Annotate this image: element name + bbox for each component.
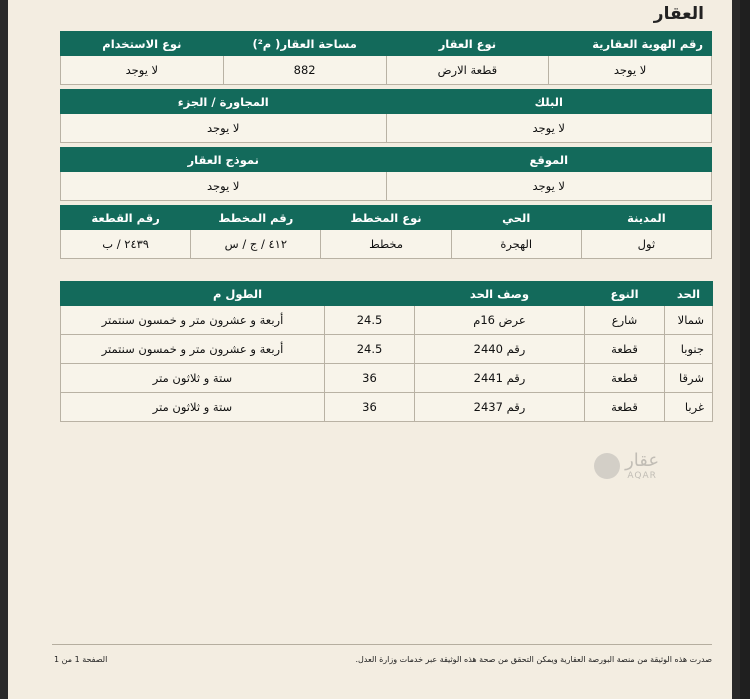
block-table <box>60 89 712 143</box>
boundary-length: 24.5 <box>325 306 415 335</box>
boundary-desc: عرض 16م <box>415 306 585 335</box>
boundary-desc: رقم 2437 <box>415 393 585 422</box>
header-property-type: نوع العقار <box>386 32 549 56</box>
value-property-id: لا يوجد <box>549 56 712 85</box>
section-title: العقار <box>653 4 704 24</box>
header-boundary-type: النوع <box>585 282 665 306</box>
header-property-model: نموذج العقار <box>61 148 387 172</box>
header-plot-number: رقم القطعة <box>61 206 191 230</box>
boundary-length-text: ستة و ثلاثون متر <box>61 364 325 393</box>
header-boundary: الحد <box>665 282 713 306</box>
header-block: البلك <box>386 90 712 114</box>
map-pin-icon <box>594 453 620 479</box>
header-district: الحي <box>451 206 581 230</box>
boundary-type: شارع <box>585 306 665 335</box>
boundary-length: 24.5 <box>325 335 415 364</box>
boundary-type: قطعة <box>585 393 665 422</box>
value-neighborhood-part: لا يوجد <box>61 114 387 143</box>
value-plot-number: ٢٤٣٩ / ب <box>61 230 191 259</box>
value-plan-number: ٤١٢ / ج / س <box>191 230 321 259</box>
value-plan-type: مخطط <box>321 230 451 259</box>
boundary-desc: رقم 2440 <box>415 335 585 364</box>
header-property-area: مساحة العقار( م²) <box>223 32 386 56</box>
header-property-id: رقم الهوية العقارية <box>549 32 712 56</box>
document-page <box>8 0 732 699</box>
value-city: ثول <box>581 230 711 259</box>
boundaries-table <box>60 281 713 422</box>
boundary-length-text: أربعة و عشرون متر و خمسون سنتمتر <box>61 306 325 335</box>
header-usage-type: نوع الاستخدام <box>61 32 224 56</box>
footer-note: صدرت هذه الوثيقة من منصة البورصة العقارية ويمكن التحقق من صحة هذه الوثيقة عبر خدمات وزارة العدل. <box>355 655 712 664</box>
footer-divider <box>52 644 712 645</box>
value-block: لا يوجد <box>386 114 712 143</box>
boundary-side: جنوبا <box>665 335 713 364</box>
boundary-side: شمالا <box>665 306 713 335</box>
table-row <box>61 335 713 364</box>
value-property-model: لا يوجد <box>61 172 387 201</box>
table-row <box>61 306 713 335</box>
boundary-type: قطعة <box>585 335 665 364</box>
header-neighborhood-part: المجاورة / الجزء <box>61 90 387 114</box>
value-district: الهجرة <box>451 230 581 259</box>
boundary-side: غربا <box>665 393 713 422</box>
aqar-watermark <box>588 450 659 481</box>
value-property-area: 882 <box>223 56 386 85</box>
boundary-length: 36 <box>325 364 415 393</box>
header-city: المدينة <box>581 206 711 230</box>
boundary-desc: رقم 2441 <box>415 364 585 393</box>
boundary-type: قطعة <box>585 364 665 393</box>
header-plan-number: رقم المخطط <box>191 206 321 230</box>
boundary-side: شرقا <box>665 364 713 393</box>
page-number: الصفحة 1 من 1 <box>54 655 108 664</box>
boundary-length-text: ستة و ثلاثون متر <box>61 393 325 422</box>
header-location: الموقع <box>386 148 712 172</box>
value-property-type: قطعة الارض <box>386 56 549 85</box>
location-table <box>60 147 712 201</box>
header-boundary-desc: وصف الحد <box>415 282 585 306</box>
property-table <box>60 31 712 85</box>
table-row <box>61 393 713 422</box>
value-usage-type: لا يوجد <box>61 56 224 85</box>
value-location: لا يوجد <box>386 172 712 201</box>
header-plan-type: نوع المخطط <box>321 206 451 230</box>
plan-table <box>60 205 712 259</box>
boundary-length-text: أربعة و عشرون متر و خمسون سنتمتر <box>61 335 325 364</box>
table-row <box>61 364 713 393</box>
scrollbar[interactable] <box>740 0 750 699</box>
watermark-english: AQAR <box>627 471 657 481</box>
boundary-length: 36 <box>325 393 415 422</box>
header-length: الطول م <box>61 282 415 306</box>
watermark-arabic: عقار <box>625 450 660 471</box>
